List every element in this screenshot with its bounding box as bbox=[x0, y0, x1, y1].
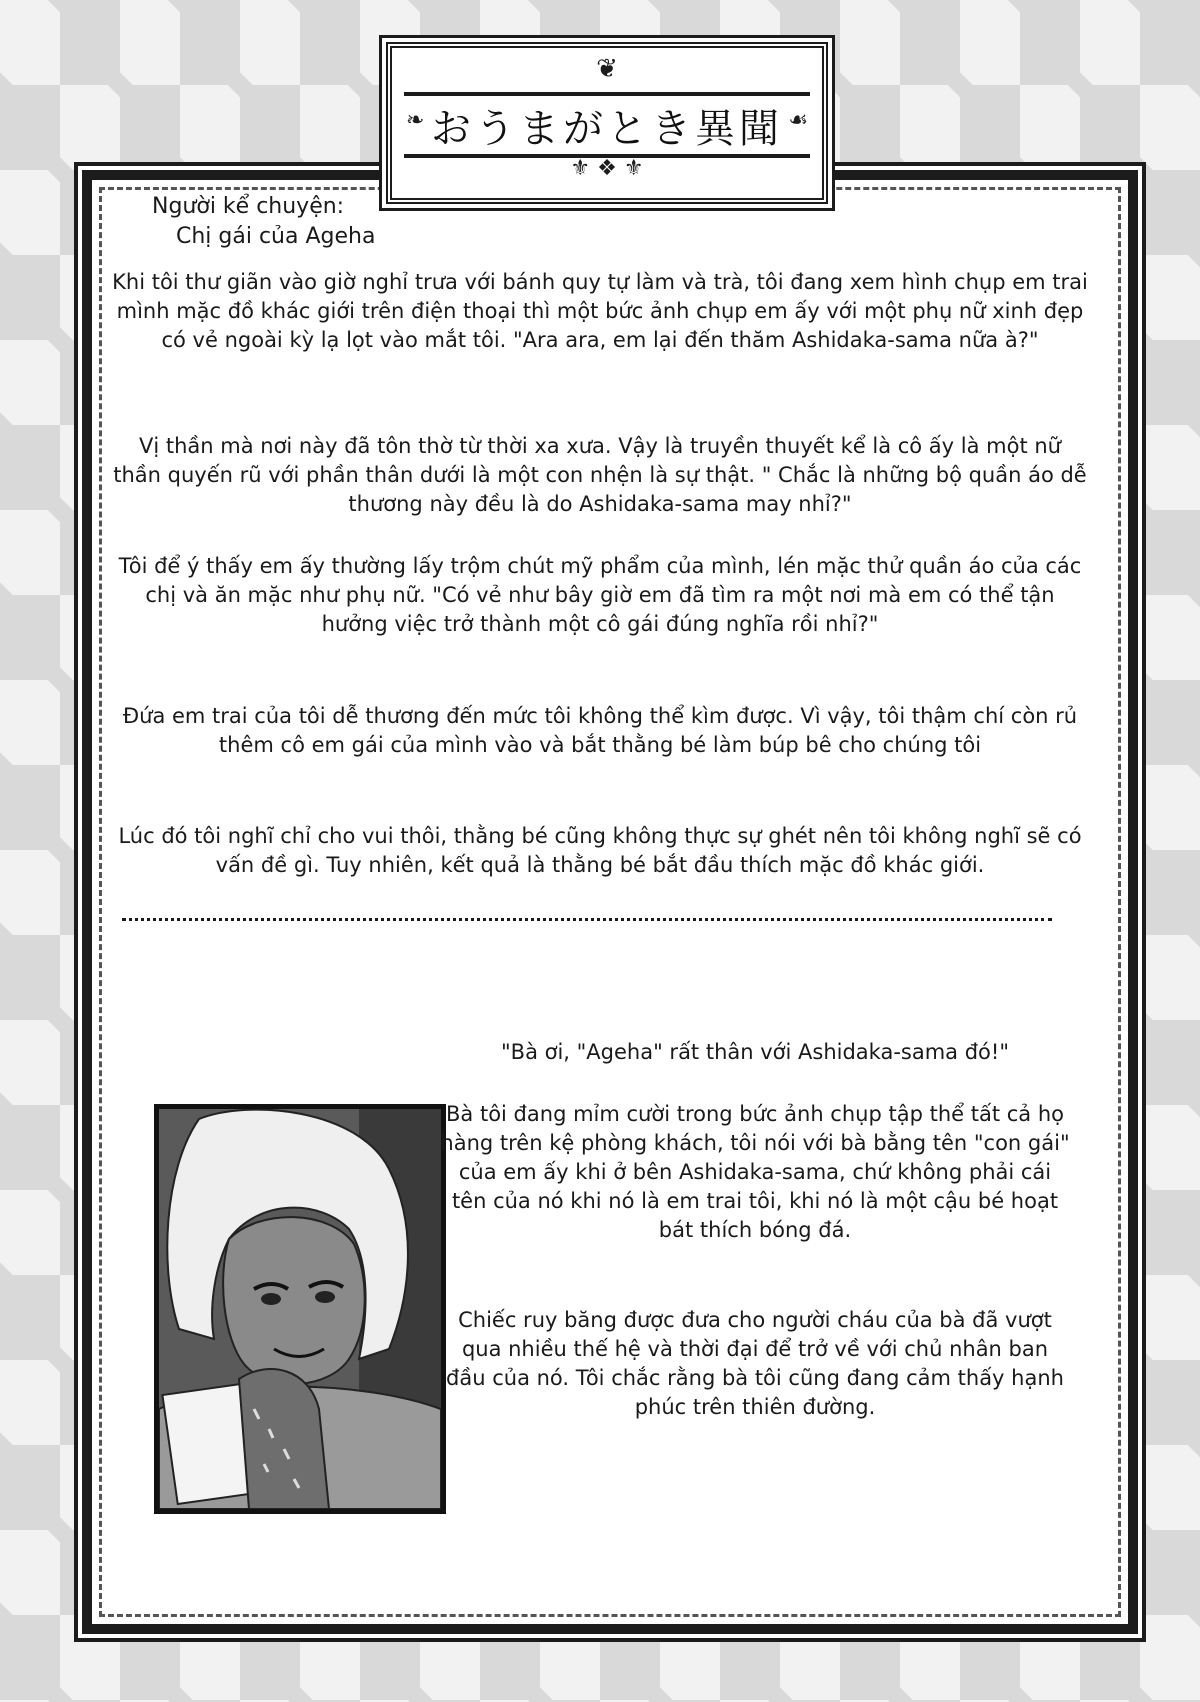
title-plate bbox=[386, 42, 828, 204]
story-paragraph: Lúc đó tôi nghĩ chỉ cho vui thôi, thằng bé cũng không thực sự ghét nên tôi không nghĩ sẽ có vấn đề gì. Tuy nhiên, kết quả là thằng bé bắt đầu thích mặc đồ khác giới. bbox=[118, 824, 1082, 877]
character-portrait-drawing bbox=[159, 1109, 441, 1509]
character-illustration bbox=[154, 1104, 446, 1514]
crest-ornament-icon: ❦ bbox=[596, 54, 618, 84]
story-paragraph: Chiếc ruy băng được đưa cho người cháu của bà đã vượt qua nhiều thế hệ và thời đại để trở về với chủ nhân ban đầu của nó. Tôi chắc rằng bà tôi cũng đang cảm thấy hạnh phúc trên thiên đường. bbox=[446, 1308, 1064, 1419]
chain-ornament-icon: ⚜ ❖ ⚜ bbox=[570, 156, 644, 181]
story-paragraph: Bà tôi đang mỉm cười trong bức ảnh chụp tập thể tất cả họ hàng trên kệ phòng khách, tôi nói với bà bằng tên "con gái" của em ấy khi ở bên Ashidaka-sama, chứ không phải cái tên của nó khi nó là em trai tôi, khi nó là một cậu bé hoạt bát thích bóng đá. bbox=[440, 1102, 1070, 1242]
narrator-name: Chị gái của Ageha bbox=[176, 224, 376, 249]
title-banner bbox=[404, 92, 810, 158]
story-paragraph: Tôi để ý thấy em ấy thường lấy trộm chút mỹ phẩm của mình, lén mặc thử quần áo của các chị và ăn mặc như phụ nữ. "Có vẻ như bây giờ em đã tìm ra một nơi mà em có thể tận hưởng việc trở thành một cô gái đúng nghĩa rồi nhỉ?" bbox=[118, 554, 1082, 636]
story-paragraph: Vị thần mà nơi này đã tôn thờ từ thời xa xưa. Vậy là truyền thuyết kể là cô ấy là một nữ thần quyến rũ với phần thân dưới là một con nhện là sự thật. " Chắc là những bộ quần áo dễ thương này đều là do Ashidaka-sama may nhỉ?" bbox=[113, 434, 1087, 516]
story-paragraph: Đứa em trai của tôi dễ thương đến mức tôi không thể kìm được. Vì vậy, tôi thậm chí còn rủ thêm cô em gái của mình vào và bắt thằng bé làm búp bê cho chúng tôi bbox=[122, 704, 1078, 757]
narrator-credit bbox=[152, 192, 402, 252]
scroll-ornament-left-icon: ❧ bbox=[406, 108, 425, 133]
narrator-label: Người kể chuyện: bbox=[152, 194, 345, 219]
scroll-ornament-right-icon: ☙ bbox=[788, 108, 808, 133]
grandmother-quote: "Bà ơi, "Ageha" rất thân với Ashidaka-sama đó!" bbox=[501, 1040, 1009, 1064]
dotted-divider bbox=[122, 918, 1052, 921]
page-title: おうまがとき異聞 bbox=[431, 105, 783, 152]
story-paragraph: Khi tôi thư giãn vào giờ nghỉ trưa với bánh quy tự làm và trà, tôi đang xem hình chụp em trai mình mặc đồ khác giới trên điện thoại thì một bức ảnh chụp em ấy với một phụ nữ xinh đẹp có vẻ ngoài kỳ lạ lọt vào mắt tôi. "Ara ara, em lại đến thăm Ashidaka-sama nữa à?" bbox=[112, 270, 1088, 352]
